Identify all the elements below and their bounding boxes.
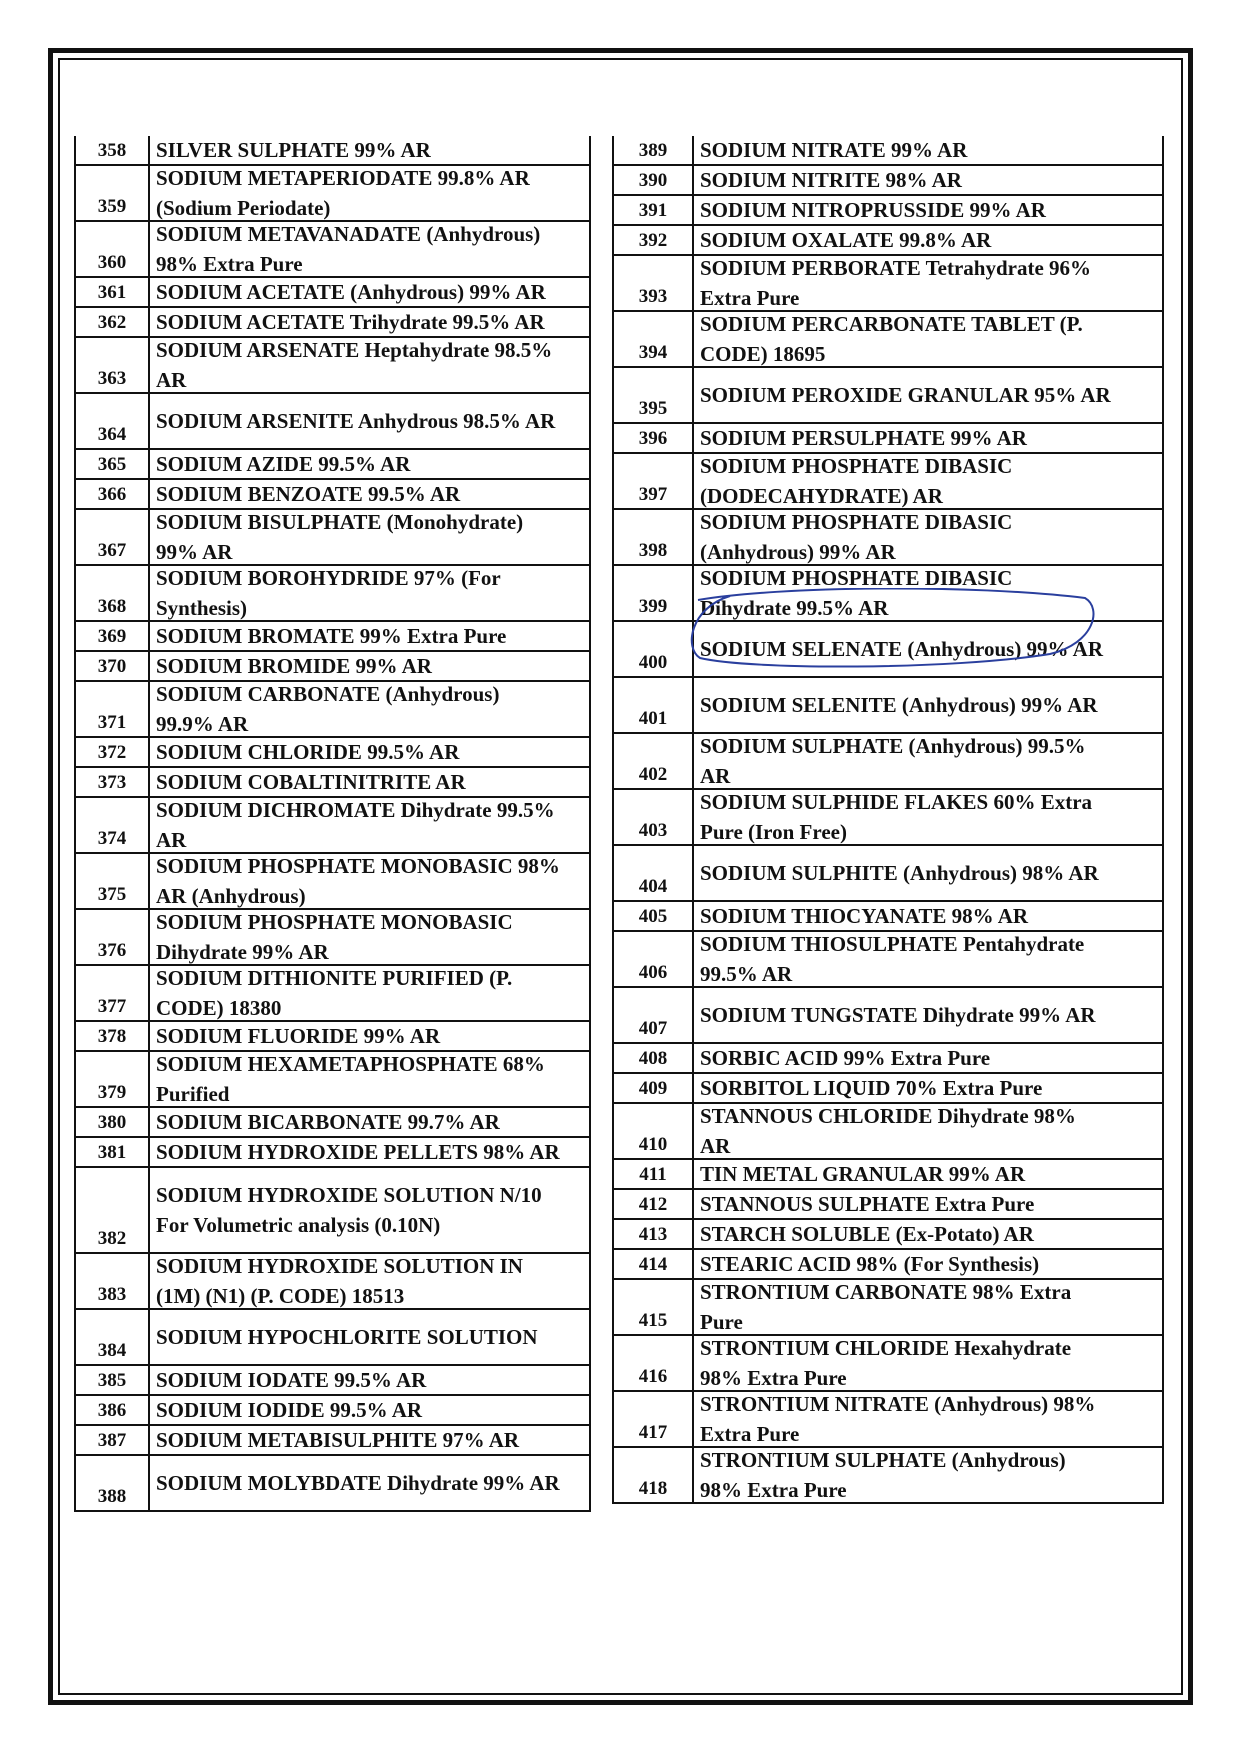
- chemical-name: SODIUM HYPOCHLORITE SOLUTION: [156, 1325, 538, 1349]
- chemical-name: SODIUM HEXAMETAPHOSPHATE 68% Purified: [156, 1052, 545, 1106]
- chemical-name: SODIUM BROMIDE 99% AR: [156, 654, 432, 678]
- item-number: 409: [614, 1074, 694, 1102]
- chemical-name: SODIUM HYDROXIDE SOLUTION IN (1M) (N1) (P. CODE) 18513: [156, 1254, 523, 1308]
- item-number: 414: [614, 1250, 694, 1278]
- chemical-name: SODIUM IODATE 99.5% AR: [156, 1368, 427, 1392]
- chemical-name: SODIUM BROMATE 99% Extra Pure: [156, 624, 507, 648]
- table-row: [614, 1074, 1162, 1104]
- item-number: 381: [76, 1138, 150, 1166]
- table-row: [76, 798, 589, 854]
- chemical-name: STEARIC ACID 98% (For Synthesis): [700, 1252, 1040, 1276]
- table-row: [76, 338, 589, 394]
- item-number: 384: [76, 1310, 150, 1364]
- table-row: [614, 790, 1162, 846]
- item-number: 362: [76, 308, 150, 336]
- chemical-name: SODIUM PEROXIDE GRANULAR 95% AR: [700, 383, 1111, 407]
- item-number: 380: [76, 1108, 150, 1136]
- table-row: [614, 734, 1162, 790]
- table-row: [614, 1104, 1162, 1160]
- item-number: 396: [614, 424, 694, 452]
- chemical-name: SODIUM PHOSPHATE DIBASIC (DODECAHYDRATE) AR: [700, 454, 1013, 508]
- table-row: [76, 738, 589, 768]
- chemical-name: SODIUM DITHIONITE PURIFIED (P. CODE) 18380: [156, 966, 513, 1020]
- item-number: 395: [614, 368, 694, 422]
- chemical-name: SODIUM BISULPHATE (Monohydrate) 99% AR: [156, 510, 524, 564]
- item-number: 376: [76, 910, 150, 964]
- table-row: [614, 226, 1162, 256]
- item-number: 400: [614, 622, 694, 676]
- table-row: [614, 846, 1162, 902]
- item-number: 364: [76, 394, 150, 448]
- item-number: 405: [614, 902, 694, 930]
- table-row: [614, 312, 1162, 368]
- item-number: 360: [76, 222, 150, 276]
- table-row: [614, 1160, 1162, 1190]
- item-number: 383: [76, 1254, 150, 1308]
- chemical-name: SODIUM ARSENITE Anhydrous 98.5% AR: [156, 409, 556, 433]
- item-number: 363: [76, 338, 150, 392]
- table-row: [76, 1022, 589, 1052]
- item-number: 378: [76, 1022, 150, 1050]
- chemical-name: SILVER SULPHATE 99% AR: [156, 138, 431, 162]
- table-row: [614, 1190, 1162, 1220]
- table-row: [76, 652, 589, 682]
- chemical-name: SODIUM ARSENATE Heptahydrate 98.5% AR: [156, 338, 553, 392]
- table-row: [76, 854, 589, 910]
- chemical-name: SORBITOL LIQUID 70% Extra Pure: [700, 1076, 1043, 1100]
- chemical-name: SODIUM SULPHITE (Anhydrous) 98% AR: [700, 861, 1099, 885]
- item-number: 393: [614, 256, 694, 310]
- item-number: 392: [614, 226, 694, 254]
- chemical-name: SODIUM IODIDE 99.5% AR: [156, 1398, 423, 1422]
- item-number: 368: [76, 566, 150, 620]
- chemical-name: SODIUM SULPHIDE FLAKES 60% Extra Pure (Iron Free): [700, 790, 1093, 844]
- item-number: 366: [76, 480, 150, 508]
- table-row: [614, 256, 1162, 312]
- item-number: 385: [76, 1366, 150, 1394]
- chemical-name: STRONTIUM CHLORIDE Hexahydrate 98% Extra Pure: [700, 1336, 1072, 1390]
- table-row: [76, 394, 589, 450]
- chemical-name: SODIUM PERSULPHATE 99% AR: [700, 426, 1027, 450]
- chemical-name: SODIUM PERCARBONATE TABLET (P. CODE) 18695: [700, 312, 1083, 366]
- item-number: 375: [76, 854, 150, 908]
- item-number: 370: [76, 652, 150, 680]
- item-number: 398: [614, 510, 694, 564]
- item-number: 410: [614, 1104, 694, 1158]
- chemical-name: SODIUM NITRITE 98% AR: [700, 168, 962, 192]
- table-row: [76, 1254, 589, 1310]
- table-row: [614, 454, 1162, 510]
- chemical-name: SODIUM AZIDE 99.5% AR: [156, 452, 411, 476]
- table-row: [76, 1138, 589, 1168]
- right-chemical-table: [612, 136, 1164, 1504]
- chemical-name: SODIUM MOLYBDATE Dihydrate 99% AR: [156, 1471, 560, 1495]
- table-row: [614, 1044, 1162, 1074]
- chemical-name: SODIUM BOROHYDRIDE 97% (For Synthesis): [156, 566, 501, 620]
- table-row: [76, 622, 589, 652]
- table-row: [614, 1336, 1162, 1392]
- item-number: 377: [76, 966, 150, 1020]
- table-row: [76, 166, 589, 222]
- table-row: [614, 510, 1162, 566]
- item-number: 406: [614, 932, 694, 986]
- chemical-name: SODIUM PHOSPHATE DIBASIC Dihydrate 99.5% AR: [700, 566, 1013, 620]
- table-row: [76, 136, 589, 166]
- item-number: 372: [76, 738, 150, 766]
- chemical-name: SODIUM PHOSPHATE MONOBASIC 98% AR (Anhydrous): [156, 854, 560, 908]
- item-number: 358: [76, 136, 150, 164]
- chemical-name: SODIUM HYDROXIDE PELLETS 98% AR: [156, 1140, 560, 1164]
- table-row: [614, 902, 1162, 932]
- chemical-name: SODIUM NITROPRUSSIDE 99% AR: [700, 198, 1046, 222]
- table-row: [614, 678, 1162, 734]
- table-row: [614, 1250, 1162, 1280]
- item-number: 361: [76, 278, 150, 306]
- item-number: 407: [614, 988, 694, 1042]
- left-chemical-table: [74, 136, 591, 1512]
- table-row: [76, 1168, 589, 1254]
- table-row: [76, 966, 589, 1022]
- chemical-name: SODIUM METAPERIODATE 99.8% AR (Sodium Periodate): [156, 166, 530, 220]
- table-row: [76, 308, 589, 338]
- chemical-name: SODIUM ACETATE Trihydrate 99.5% AR: [156, 310, 545, 334]
- table-row: [614, 136, 1162, 166]
- item-number: 388: [76, 1456, 150, 1510]
- chemical-name: SODIUM HYDROXIDE SOLUTION N/10 For Volumetric analysis (0.10N): [156, 1183, 542, 1237]
- item-number: 418: [614, 1448, 694, 1502]
- chemical-name: STRONTIUM NITRATE (Anhydrous) 98% Extra Pure: [700, 1392, 1096, 1446]
- table-row: [614, 424, 1162, 454]
- table-row: [614, 1280, 1162, 1336]
- table-row: [614, 1448, 1162, 1504]
- item-number: 371: [76, 682, 150, 736]
- item-number: 374: [76, 798, 150, 852]
- chemical-name: SODIUM BENZOATE 99.5% AR: [156, 482, 461, 506]
- table-row: [614, 1392, 1162, 1448]
- chemical-name: SODIUM ACETATE (Anhydrous) 99% AR: [156, 280, 546, 304]
- table-row: [614, 566, 1162, 622]
- chemical-name: SODIUM NITRATE 99% AR: [700, 138, 968, 162]
- item-number: 387: [76, 1426, 150, 1454]
- table-row: [614, 932, 1162, 988]
- item-number: 403: [614, 790, 694, 844]
- table-row: [76, 768, 589, 798]
- chemical-name: SODIUM CHLORIDE 99.5% AR: [156, 740, 460, 764]
- chemical-name: SODIUM BICARBONATE 99.7% AR: [156, 1110, 500, 1134]
- table-row: [614, 166, 1162, 196]
- item-number: 399: [614, 566, 694, 620]
- table-row: [76, 480, 589, 510]
- item-number: 416: [614, 1336, 694, 1390]
- chemical-name: SODIUM DICHROMATE Dihydrate 99.5% AR: [156, 798, 555, 852]
- chemical-name: SODIUM THIOSULPHATE Pentahydrate 99.5% AR: [700, 932, 1085, 986]
- chemical-name: STRONTIUM SULPHATE (Anhydrous) 98% Extra Pure: [700, 1448, 1066, 1502]
- item-number: 373: [76, 768, 150, 796]
- item-number: 411: [614, 1160, 694, 1188]
- chemical-name: SODIUM PHOSPHATE MONOBASIC Dihydrate 99% AR: [156, 910, 513, 964]
- chemical-name: STANNOUS SULPHATE Extra Pure: [700, 1192, 1035, 1216]
- table-row: [76, 1426, 589, 1456]
- table-row: [614, 622, 1162, 678]
- item-number: 402: [614, 734, 694, 788]
- item-number: 386: [76, 1396, 150, 1424]
- table-row: [76, 566, 589, 622]
- table-row: [76, 510, 589, 566]
- chemical-name: STARCH SOLUBLE (Ex-Potato) AR: [700, 1222, 1034, 1246]
- item-number: 391: [614, 196, 694, 224]
- item-number: 369: [76, 622, 150, 650]
- table-row: [614, 196, 1162, 226]
- table-row: [614, 1220, 1162, 1250]
- table-row: [76, 910, 589, 966]
- item-number: 382: [76, 1168, 150, 1252]
- chemical-name: SODIUM THIOCYANATE 98% AR: [700, 904, 1029, 928]
- item-number: 408: [614, 1044, 694, 1072]
- table-row: [614, 368, 1162, 424]
- chemical-name: STANNOUS CHLORIDE Dihydrate 98% AR: [700, 1104, 1076, 1158]
- chemical-name: SODIUM COBALTINITRITE AR: [156, 770, 466, 794]
- item-number: 389: [614, 136, 694, 164]
- table-row: [76, 1108, 589, 1138]
- chemical-name: SODIUM TUNGSTATE Dihydrate 99% AR: [700, 1003, 1096, 1027]
- table-row: [76, 1366, 589, 1396]
- table-row: [76, 278, 589, 308]
- item-number: 390: [614, 166, 694, 194]
- chemical-name: SODIUM METAVANADATE (Anhydrous) 98% Extra Pure: [156, 222, 541, 276]
- table-row: [76, 1396, 589, 1426]
- table-row: [76, 682, 589, 738]
- chemical-name: SODIUM CARBONATE (Anhydrous) 99.9% AR: [156, 682, 500, 736]
- chemical-name: SODIUM PHOSPHATE DIBASIC (Anhydrous) 99% AR: [700, 510, 1013, 564]
- table-row: [76, 450, 589, 480]
- chemical-name: SODIUM SELENITE (Anhydrous) 99% AR: [700, 693, 1098, 717]
- item-number: 379: [76, 1052, 150, 1106]
- item-number: 365: [76, 450, 150, 478]
- chemical-name: SORBIC ACID 99% Extra Pure: [700, 1046, 991, 1070]
- chemical-name: SODIUM FLUORIDE 99% AR: [156, 1024, 441, 1048]
- table-row: [76, 222, 589, 278]
- chemical-name: SODIUM SULPHATE (Anhydrous) 99.5% AR: [700, 734, 1086, 788]
- chemical-name: SODIUM OXALATE 99.8% AR: [700, 228, 992, 252]
- chemical-name: STRONTIUM CARBONATE 98% Extra Pure: [700, 1280, 1072, 1334]
- item-number: 401: [614, 678, 694, 732]
- table-row: [76, 1310, 589, 1366]
- item-number: 394: [614, 312, 694, 366]
- table-row: [76, 1456, 589, 1512]
- item-number: 417: [614, 1392, 694, 1446]
- chemical-name: TIN METAL GRANULAR 99% AR: [700, 1162, 1026, 1186]
- table-row: [614, 988, 1162, 1044]
- item-number: 404: [614, 846, 694, 900]
- chemical-name: SODIUM SELENATE (Anhydrous) 99% AR: [700, 637, 1103, 661]
- item-number: 397: [614, 454, 694, 508]
- item-number: 359: [76, 166, 150, 220]
- chemical-name: SODIUM PERBORATE Tetrahydrate 96% Extra Pure: [700, 256, 1092, 310]
- item-number: 367: [76, 510, 150, 564]
- item-number: 413: [614, 1220, 694, 1248]
- item-number: 412: [614, 1190, 694, 1218]
- table-row: [76, 1052, 589, 1108]
- item-number: 415: [614, 1280, 694, 1334]
- chemical-name: SODIUM METABISULPHITE 97% AR: [156, 1428, 520, 1452]
